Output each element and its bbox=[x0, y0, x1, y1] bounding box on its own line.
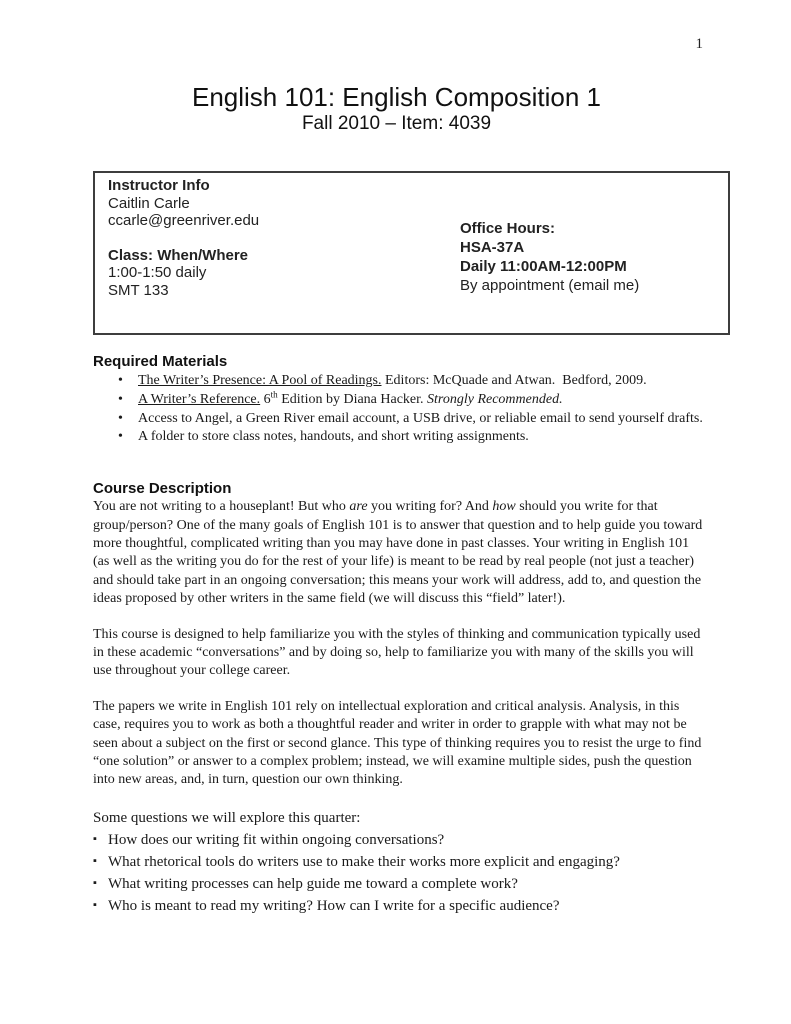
course-description-paragraph: This course is designed to help familiarize you with the styles of thinking and communication typically used in these academic “conversations” and by doing so, help to familiarize you with many of the skills you will use throughout your college career. bbox=[93, 626, 704, 679]
office-hours-label: Office Hours: bbox=[460, 220, 556, 237]
list-item bbox=[93, 372, 705, 391]
bullet-icon: • bbox=[118, 373, 123, 388]
title-block bbox=[93, 82, 700, 136]
required-materials-heading: Required Materials bbox=[93, 353, 228, 370]
list-item bbox=[93, 895, 713, 917]
course-description-heading: Course Description bbox=[93, 480, 232, 498]
page-number: 1 bbox=[695, 36, 703, 52]
course-description-paragraph: You are not writing to a houseplant! But who are you writing for? And how should you write for that group/person? One of the many goals of English 101 is to answer that question and to help guide you toward more thoughtful, complicated writing than you may have done in past classes. Your writing in English 101 (as well as the writing you do for the rest of your life) is meant to be read by real people (not just a teacher) and should take part in an ongoing conversation; this means your work will address, add to, and question the ideas proposed by other writers in the same field (we will discuss this “field” later!). bbox=[93, 499, 706, 607]
bullet-icon: • bbox=[118, 429, 123, 445]
questions-intro: Some questions we will explore this quarter: bbox=[93, 809, 361, 826]
questions-list bbox=[93, 829, 713, 917]
square-bullet-icon: ▪ bbox=[93, 898, 97, 911]
list-item bbox=[93, 873, 713, 895]
question-text: How does our writing fit within ongoing conversations? bbox=[108, 831, 445, 848]
square-bullet-icon: ▪ bbox=[93, 854, 97, 867]
instructor-email: ccarle@greenriver.edu bbox=[108, 212, 260, 230]
instructor-info-heading: Instructor Info bbox=[108, 177, 210, 194]
bullet-icon: • bbox=[118, 410, 123, 426]
appointment-note: By appointment (email me) bbox=[460, 277, 640, 294]
instructor-info-column bbox=[108, 177, 259, 300]
material-text: Access to Angel, a Green River email account, a USB drive, or reliable email to send yourself drafts. bbox=[138, 410, 703, 426]
class-when-where-heading: Class: When/Where bbox=[108, 246, 249, 264]
questions-block bbox=[93, 807, 713, 917]
course-subtitle: Fall 2010 – Item: 4039 bbox=[301, 113, 492, 134]
course-title: English 101: English Composition 1 bbox=[191, 82, 602, 112]
office-time: Daily 11:00AM-12:00PM bbox=[460, 258, 627, 275]
material-text: A Writer’s Reference. 6th Edition by Diana Hacker. Strongly Recommended. bbox=[138, 389, 563, 407]
square-bullet-icon: ▪ bbox=[93, 832, 97, 845]
class-room: SMT 133 bbox=[108, 281, 169, 299]
material-text: The Writer’s Presence: A Pool of Readings. Editors: McQuade and Atwan. Bedford, 2009. bbox=[138, 373, 647, 388]
list-item bbox=[93, 410, 705, 429]
question-text: Who is meant to read my writing? How can I write for a specific audience? bbox=[108, 897, 560, 914]
list-item bbox=[93, 428, 705, 447]
instructor-info-box bbox=[93, 171, 730, 335]
office-hours-column bbox=[460, 219, 639, 295]
question-text: What writing processes can help guide me toward a complete work? bbox=[108, 875, 518, 892]
spacer bbox=[108, 230, 259, 247]
required-materials-list bbox=[93, 372, 705, 447]
bullet-icon: • bbox=[118, 391, 123, 407]
office-location: HSA-37A bbox=[460, 239, 525, 256]
material-text: A folder to store class notes, handouts, and short writing assignments. bbox=[138, 429, 529, 445]
class-time: 1:00-1:50 daily bbox=[108, 264, 207, 282]
list-item bbox=[93, 391, 705, 410]
square-bullet-icon: ▪ bbox=[93, 876, 97, 889]
list-item bbox=[93, 829, 713, 851]
question-text: What rhetorical tools do writers use to make their works more explicit and engaging? bbox=[108, 853, 620, 870]
list-item bbox=[93, 851, 713, 873]
instructor-name: Caitlin Carle bbox=[108, 194, 190, 212]
course-description-paragraph: The papers we write in English 101 rely on intellectual exploration and critical analysis. Analysis, in this case, requires you to work as both a thoughtful reader and writer in order to grapple with what may not be seen about a subject on the first or second glance. This type of thinking requires you to resist the urge to find “one solution” or answer to a complex problem; instead, we will examine multiple sides, push the question into new areas, and, in turn, question our own thinking. bbox=[93, 698, 705, 788]
